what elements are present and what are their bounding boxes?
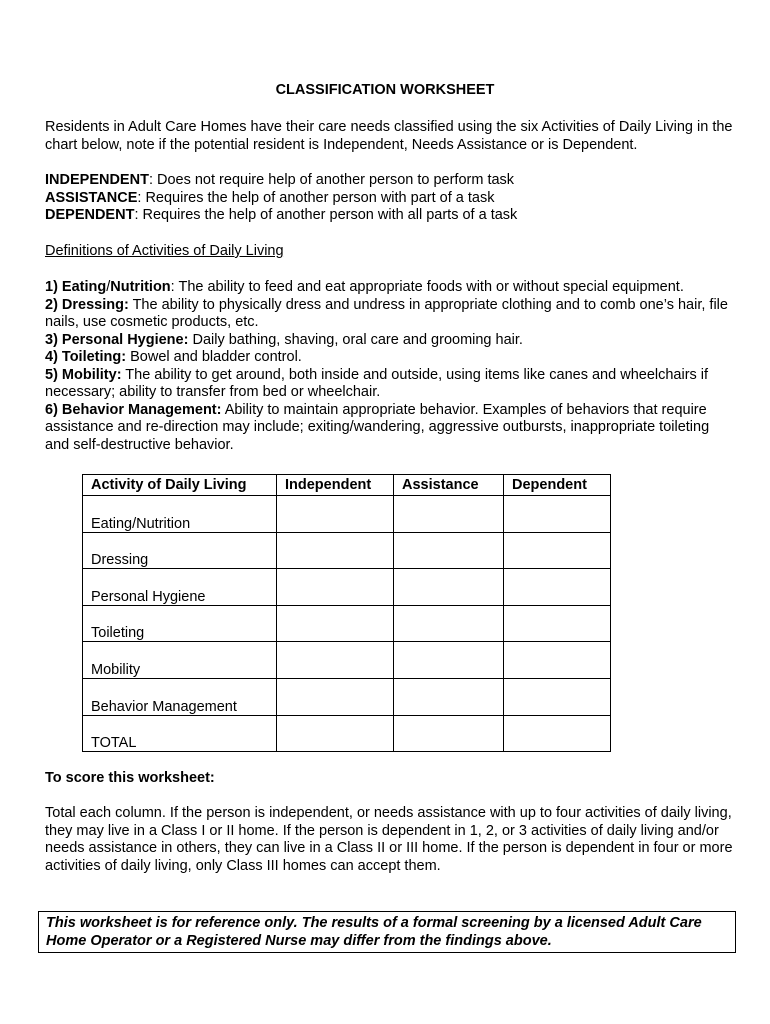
- dependent-cell[interactable]: [504, 532, 611, 569]
- assistance-cell[interactable]: [394, 605, 504, 642]
- dependent-cell[interactable]: [504, 605, 611, 642]
- independent-total-cell[interactable]: [277, 715, 394, 752]
- definition-dressing: 2) Dressing: The ability to physically dress and undress in appropriate clothing and to comb one’s hair, file nails, use cosmetic products, etc.: [45, 296, 728, 330]
- assistance-cell[interactable]: [394, 569, 504, 606]
- adl-table: [82, 474, 611, 752]
- dependent-cell[interactable]: [504, 569, 611, 606]
- assistance-cell[interactable]: [394, 532, 504, 569]
- header-activity: Activity of Daily Living: [83, 475, 277, 496]
- intro-paragraph: Residents in Adult Care Homes have their care needs classified using the six Activities of Daily Living in the chart below, note if the potential resident is Independent, Needs Assistance or is Dependent.: [45, 119, 733, 153]
- row-label: TOTAL: [83, 715, 277, 752]
- row-label: Personal Hygiene: [83, 569, 277, 606]
- independent-cell[interactable]: [277, 569, 394, 606]
- definition-hygiene: 3) Personal Hygiene: Daily bathing, shaving, oral care and grooming hair.: [45, 331, 523, 348]
- dependent-cell[interactable]: [504, 642, 611, 679]
- assistance-cell[interactable]: [394, 678, 504, 715]
- table-row: [83, 532, 611, 569]
- row-label: Behavior Management: [83, 678, 277, 715]
- table-row: [83, 569, 611, 606]
- assistance-cell[interactable]: [394, 496, 504, 533]
- independent-cell[interactable]: [277, 642, 394, 679]
- table-header-row: [83, 475, 611, 496]
- independent-cell[interactable]: [277, 532, 394, 569]
- header-independent: Independent: [277, 475, 394, 496]
- level-dependent: DEPENDENT: Requires the help of another person with all parts of a task: [45, 207, 518, 223]
- definition-toileting: 4) Toileting: Bowel and bladder control.: [45, 349, 302, 365]
- assistance-cell[interactable]: [394, 642, 504, 679]
- dependent-cell[interactable]: [504, 678, 611, 715]
- level-independent: INDEPENDENT: Does not require help of another person to perform task: [45, 172, 515, 188]
- scoring-heading: To score this worksheet:: [45, 770, 215, 786]
- table-row: [83, 496, 611, 533]
- definition-eating: 1) Eating/Nutrition: The ability to feed and eat appropriate foods with or without special equipment.: [45, 279, 684, 295]
- independent-cell[interactable]: [277, 678, 394, 715]
- table-row: [83, 678, 611, 715]
- dependent-total-cell[interactable]: [504, 715, 611, 752]
- row-label: Toileting: [83, 605, 277, 642]
- scoring-paragraph: Total each column. If the person is independent, or needs assistance with up to four activities of daily living, they may live in a Class I or II home. If the person is dependent in 1, 2, or 3 activities of daily living and/or needs assistance in others, they can live in a Class II or III home. If the person is dependent in four or more activities of daily living, only Class III homes can accept them.: [45, 805, 733, 874]
- row-label: Eating/Nutrition: [83, 496, 277, 533]
- row-label: Dressing: [83, 532, 277, 569]
- header-assistance: Assistance: [394, 475, 504, 496]
- table-row-total: [83, 715, 611, 752]
- table-row: [83, 642, 611, 679]
- adl-definitions: [45, 279, 735, 454]
- definitions-heading: Definitions of Activities of Daily Living: [45, 243, 284, 259]
- independent-cell[interactable]: [277, 496, 394, 533]
- assistance-total-cell[interactable]: [394, 715, 504, 752]
- disclaimer-box: This worksheet is for reference only. The results of a formal screening by a licensed Adult Care Home Operator or a Registered Nurse may differ from the findings above.: [38, 911, 736, 953]
- independent-cell[interactable]: [277, 605, 394, 642]
- header-dependent: Dependent: [504, 475, 611, 496]
- level-definitions: [45, 172, 735, 225]
- definition-mobility: 5) Mobility: The ability to get around, both inside and outside, using items like canes and wheelchairs if necessary; ability to transfer from bed or wheelchair.: [45, 366, 709, 400]
- table-row: [83, 605, 611, 642]
- dependent-cell[interactable]: [504, 496, 611, 533]
- page-title: CLASSIFICATION WORKSHEET: [275, 82, 495, 98]
- level-assistance: ASSISTANCE: Requires the help of another person with part of a task: [45, 189, 495, 206]
- row-label: Mobility: [83, 642, 277, 679]
- definition-behavior: 6) Behavior Management: Ability to maintain appropriate behavior. Examples of behaviors that require assistance and re-direction may include; exiting/wandering, aggressive outbursts, inappropriate toileting and self-destructive behavior.: [45, 401, 710, 453]
